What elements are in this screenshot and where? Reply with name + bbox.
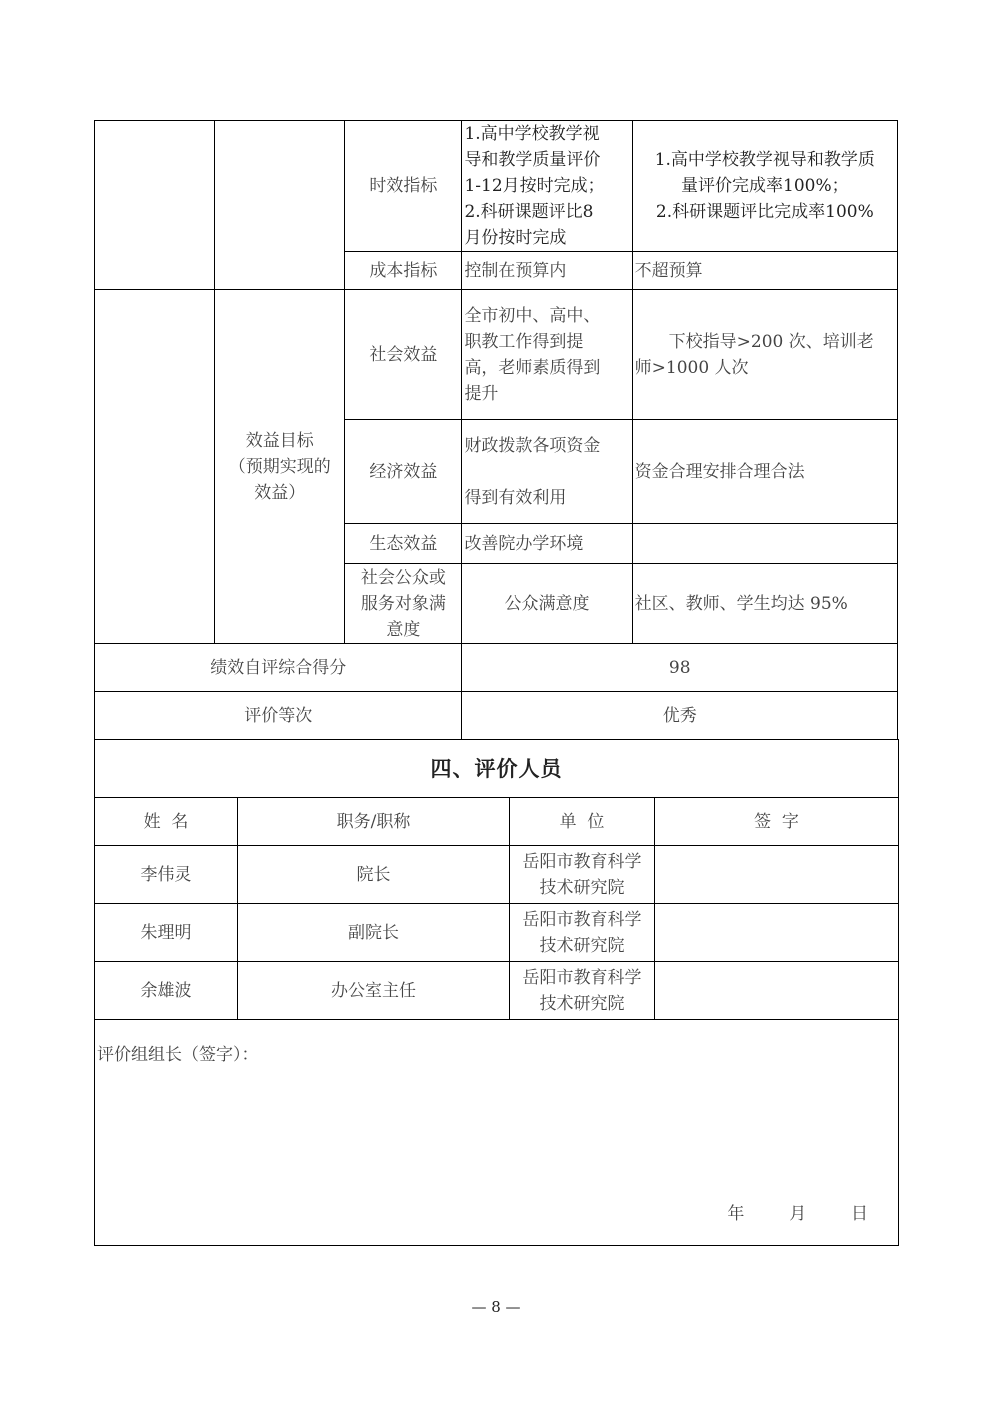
indicator-label: 时效指标 xyxy=(345,121,462,252)
score-value: 98 xyxy=(462,644,898,692)
grade-row xyxy=(95,692,898,740)
table-row xyxy=(95,962,899,1020)
table-row xyxy=(95,904,899,962)
table-row xyxy=(95,121,898,252)
table-row xyxy=(95,846,899,904)
indicator-label: 社会效益 xyxy=(345,290,462,420)
target-cell: 控制在预算内 xyxy=(462,252,632,290)
document-page xyxy=(94,120,898,1246)
person-unit: 岳阳市教育科学 技术研究院 xyxy=(510,904,655,962)
leader-sign-row xyxy=(95,1020,899,1246)
target-cell: 公众满意度 xyxy=(462,564,632,644)
signature-cell[interactable] xyxy=(655,904,899,962)
target-cell: 全市初中、高中、 职教工作得到提 高，老师素质得到 提升 xyxy=(462,290,632,420)
header-position: 职务/职称 xyxy=(238,798,510,846)
actual-cell: 下校指导>200 次、培训老 师>1000 人次 xyxy=(632,290,897,420)
empty-cell xyxy=(215,121,345,290)
date-month: 月 xyxy=(789,1204,807,1224)
person-position: 院长 xyxy=(238,846,510,904)
section-title-row xyxy=(95,740,899,798)
leader-sign-label: 评价组组长（签字）： xyxy=(97,1045,259,1065)
sign-date xyxy=(727,1201,868,1227)
target-cell: 1.高中学校教学视 导和教学质量评价 1-12月按时完成； 2.科研课题评比8 月份按时完成 xyxy=(462,121,632,252)
date-year: 年 xyxy=(727,1204,745,1224)
indicator-label: 生态效益 xyxy=(345,524,462,564)
person-name: 朱理明 xyxy=(95,904,238,962)
benefit-goal-label: 效益目标 （预期实现的 效益） xyxy=(215,290,345,644)
person-unit: 岳阳市教育科学 技术研究院 xyxy=(510,962,655,1020)
actual-cell: 资金合理安排合理合法 xyxy=(632,420,897,524)
page-number: — 8 — xyxy=(471,1298,521,1316)
date-day: 日 xyxy=(851,1204,868,1224)
indicator-label: 成本指标 xyxy=(345,252,462,290)
table-row xyxy=(95,290,898,420)
actual-cell: 不超预算 xyxy=(632,252,897,290)
indicator-label: 经济效益 xyxy=(345,420,462,524)
empty-cell xyxy=(95,121,215,290)
signature-cell[interactable] xyxy=(655,846,899,904)
actual-cell: 1.高中学校教学视导和教学质 量评价完成率100%； 2.科研课题评比完成率100% xyxy=(632,121,897,252)
header-row xyxy=(95,798,899,846)
signature-cell[interactable] xyxy=(655,962,899,1020)
empty-cell xyxy=(95,290,215,644)
person-name: 李伟灵 xyxy=(95,846,238,904)
person-unit: 岳阳市教育科学 技术研究院 xyxy=(510,846,655,904)
actual-cell: 社区、教师、学生均达 95% xyxy=(632,564,897,644)
header-sign: 签 字 xyxy=(655,798,899,846)
header-name: 姓 名 xyxy=(95,798,238,846)
grade-label: 评价等次 xyxy=(95,692,462,740)
target-cell: 财政拨款各项资金 得到有效利用 xyxy=(462,420,632,524)
leader-sign-cell[interactable] xyxy=(95,1020,899,1246)
actual-cell xyxy=(632,524,897,564)
performance-indicator-table xyxy=(94,120,898,740)
score-label: 绩效自评综合得分 xyxy=(95,644,462,692)
indicator-label: 社会公众或 服务对象满 意度 xyxy=(345,564,462,644)
grade-value: 优秀 xyxy=(462,692,898,740)
person-position: 副院长 xyxy=(238,904,510,962)
target-cell: 改善院办学环境 xyxy=(462,524,632,564)
person-name: 余雄波 xyxy=(95,962,238,1020)
score-row xyxy=(95,644,898,692)
person-position: 办公室主任 xyxy=(238,962,510,1020)
header-unit: 单 位 xyxy=(510,798,655,846)
evaluator-table xyxy=(94,739,899,1246)
section-title: 四、评价人员 xyxy=(95,740,899,798)
